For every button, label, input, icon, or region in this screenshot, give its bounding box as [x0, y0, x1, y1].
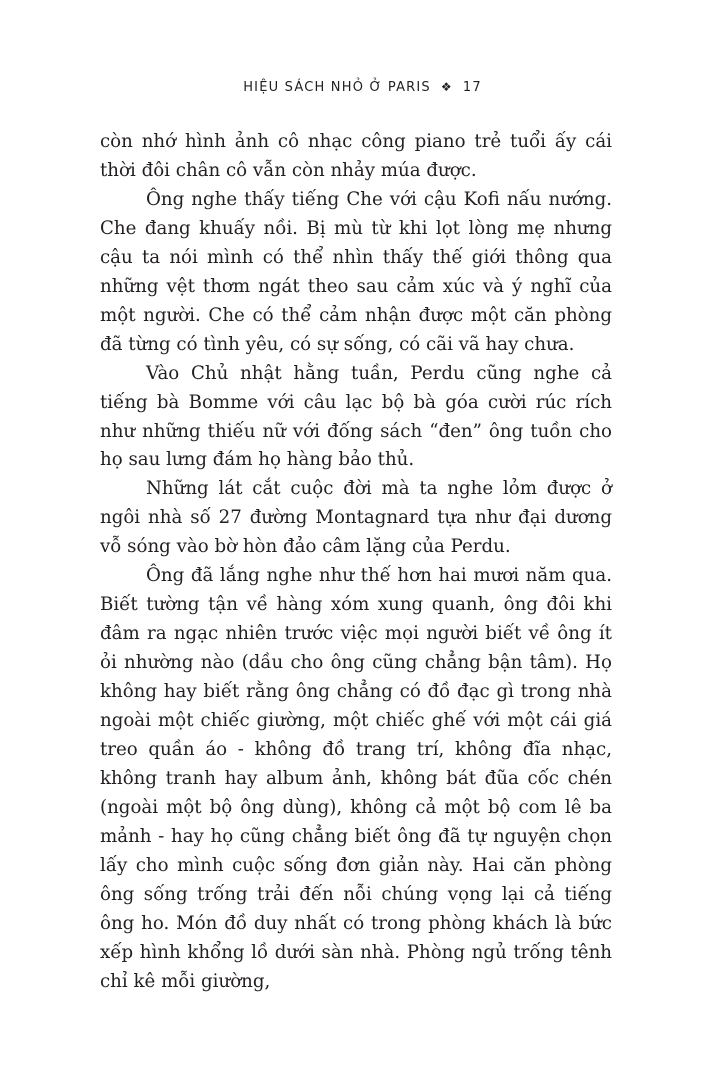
book-title: HIỆU SÁCH NHỎ Ở PARIS: [243, 80, 431, 95]
paragraph: Ông đã lắng nghe như thế hơn hai mươi năm qua. Biết tường tận về hàng xóm xung quanh, ông đôi khi đâm ra ngạc nhiên trước việc mọi người biết về ông ít ỏi nhường nào (dầu cho ông cũng chẳng bận tâm). Họ không hay biết rằng ông chẳng có đồ đạc gì trong nhà ngoài một chiếc giường, một chiếc ghế với một cái giá treo quần áo - không đồ trang trí, không đĩa nhạc, không tranh hay album ảnh, không bát đũa cốc chén (ngoài một bộ ông dùng), không cả một bộ com lê ba mảnh - hay họ cũng chẳng biết ông đã tự nguyện chọn lấy cho mình cuộc sống đơn giản này. Hai căn phòng ông sống trống trải đến nỗi chúng vọng lại cả tiếng ông ho. Món đồ duy nhất có trong phòng khách là bức xếp hình khổng lồ dưới sàn nhà. Phòng ngủ trống tênh chỉ kê mỗi giường,: [100, 565, 612, 992]
body-text: [100, 128, 612, 997]
page-number: 17: [462, 80, 482, 95]
paragraph: Ông nghe thấy tiếng Che với cậu Kofi nấu nướng. Che đang khuấy nồi. Bị mù từ khi lọt lòng mẹ nhưng cậu ta nói mình có thể nhìn thấy thế giới thông qua những vệt thơm ngát theo sau cảm xúc và ý nghĩ của một người. Che có thể cảm nhận được một căn phòng đã từng có tình yêu, có sự sống, có cãi vã hay chưa.: [100, 188, 612, 355]
paragraph-continued: còn nhớ hình ảnh cô nhạc công piano trẻ tuổi ấy cái thời đôi chân cô vẫn còn nhảy múa được.: [100, 131, 612, 181]
paragraph: Những lát cắt cuộc đời mà ta nghe lỏm được ở ngôi nhà số 27 đường Montagnard tựa như đại dương vỗ sóng vào bờ hòn đảo câm lặng của Perdu.: [100, 478, 612, 558]
ornament-separator: ❖: [440, 80, 453, 94]
paragraph: Vào Chủ nhật hằng tuần, Perdu cũng nghe cả tiếng bà Bomme với câu lạc bộ bà góa cười rúc rích như những thiếu nữ với đống sách “đen” ông tuồn cho họ sau lưng đám họ hàng bảo thủ.: [100, 362, 612, 471]
running-header: [0, 80, 725, 95]
